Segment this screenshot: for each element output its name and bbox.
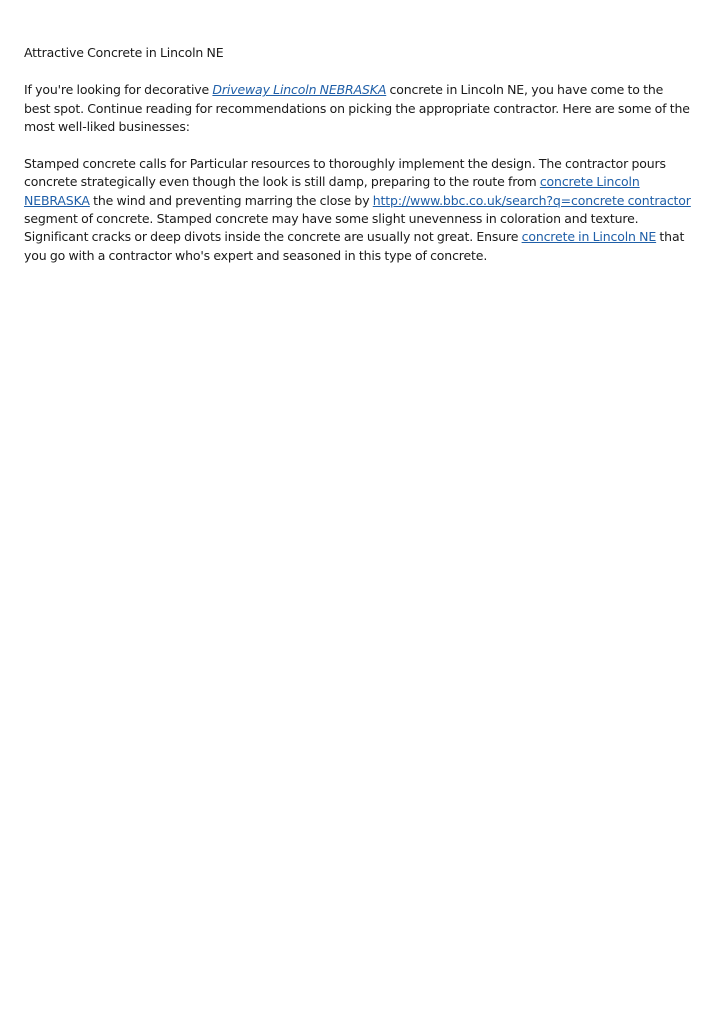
intro-paragraph bbox=[24, 81, 692, 136]
stamped-text-part3: segment of concrete. Stamped concrete may have some slight unevenness in coloration and texture. Significant cracks or deep divots inside the concrete are usually not great. Ensure bbox=[24, 211, 639, 245]
bbc-search-link[interactable]: http://www.bbc.co.uk/search?q=concrete contractor bbox=[372, 192, 691, 208]
driveway-lincoln-link[interactable]: Driveway Lincoln NEBRASKA bbox=[212, 82, 387, 98]
stamped-text-part1: Stamped concrete calls for Particular resources to thoroughly implement the design. The contractor pours concrete strategically even though the look is still damp, preparing to the route from bbox=[24, 156, 666, 190]
intro-text-before-link: If you're looking for decorative bbox=[24, 82, 213, 98]
stamped-text-part4: that you go with a contractor who's expert and seasoned in this type of concrete. bbox=[24, 229, 685, 263]
stamped-concrete-paragraph bbox=[24, 155, 692, 265]
document-page bbox=[24, 44, 692, 284]
document-title: Attractive Concrete in Lincoln NE bbox=[24, 45, 224, 60]
intro-text-after-link: concrete in Lincoln NE, you have come to the best spot. Continue reading for recommendations on picking the appropriate contractor. Here are some of the most well-liked businesses: bbox=[24, 82, 690, 134]
concrete-in-lincoln-ne-link[interactable]: concrete in Lincoln NE bbox=[521, 229, 657, 245]
concrete-lincoln-nebraska-link[interactable]: concrete Lincoln NEBRASKA bbox=[24, 174, 640, 208]
stamped-text-part2: the wind and preventing marring the close by bbox=[89, 192, 373, 208]
